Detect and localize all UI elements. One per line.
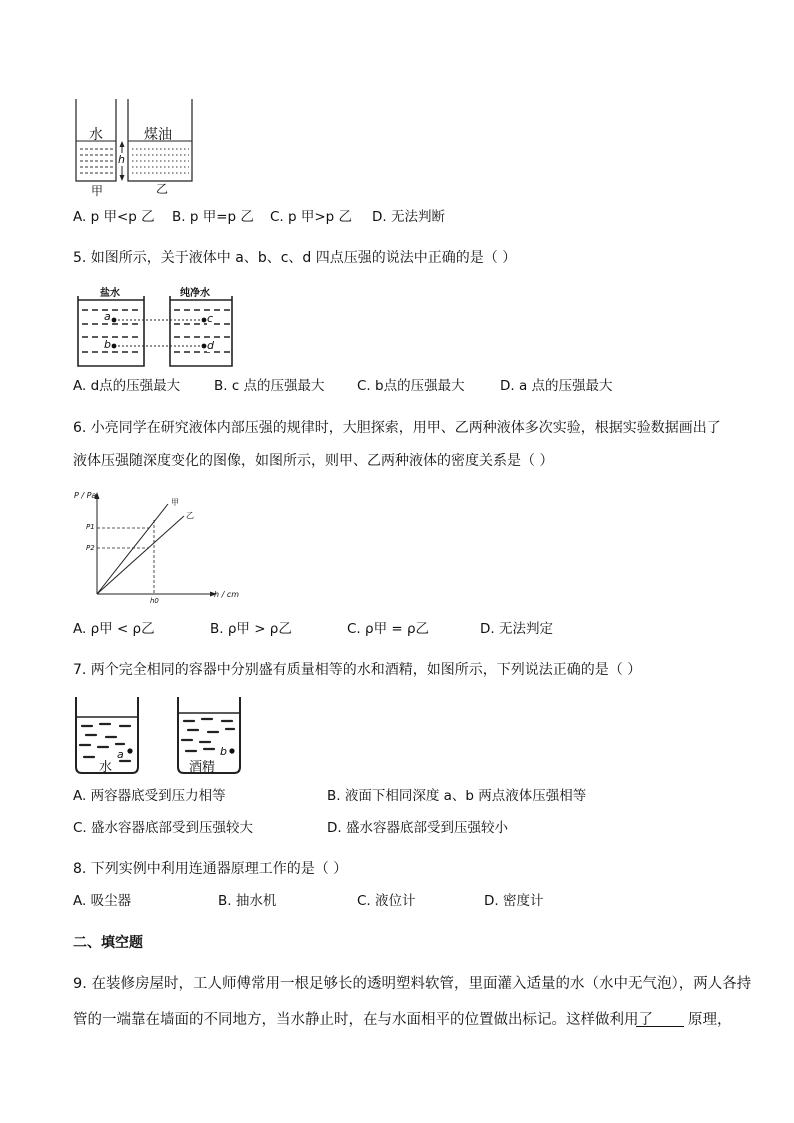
q7-option-b: B. 液面下相同深度 a、b 两点液体压强相等 <box>327 788 587 804</box>
q7-figure-point-b: b <box>220 745 227 758</box>
q5-option-d: D. a 点的压强最大 <box>500 378 613 394</box>
q5-figure-point-d: d <box>207 339 214 352</box>
q8-stem: 8. 下列实例中利用连通器原理工作的是（ ） <box>73 861 348 877</box>
q6-figure-line-yi: 乙 <box>186 511 194 520</box>
q7-stem: 7. 两个完全相同的容器中分别盛有质量相等的水和酒精，如图所示，下列说法正确的是（ ） <box>73 662 642 678</box>
q8-option-a: A. 吸尘器 <box>73 893 132 909</box>
q6-option-a: A. ρ甲 < ρ乙 <box>73 621 155 637</box>
q4-figure-label-kerosene: 煤油 <box>144 127 172 143</box>
q5-option-c: C. b点的压强最大 <box>357 378 465 394</box>
q6-figure-p2: P2 <box>86 544 95 552</box>
q4-option-d: D. 无法判断 <box>372 209 445 225</box>
q9-line2-suffix: 原理， <box>688 1012 732 1028</box>
q6-figure-ylabel: P / Pa <box>74 491 97 500</box>
q7-figure-label-water: 水 <box>99 760 113 775</box>
q7-figure-label-alcohol: 酒精 <box>189 760 216 775</box>
q4-option-c: C. p 甲>p 乙 <box>270 209 353 225</box>
q6-figure-xlabel: h / cm <box>214 590 240 599</box>
q4-option-b: B. p 甲=p 乙 <box>172 209 254 225</box>
q5-option-a: A. d点的压强最大 <box>73 378 181 394</box>
q5-figure-point-c: c <box>207 312 214 325</box>
q8-option-d: D. 密度计 <box>484 893 544 909</box>
q6-figure-p1: P1 <box>86 523 95 531</box>
q5-figure-point-a: a <box>104 310 111 323</box>
q9-line2-prefix: 管的一端靠在墙面的不同地方，当水静止时，在与水面相平的位置做出标记。这样做利用了 <box>73 1012 653 1028</box>
q6-stem-line1: 6. 小亮同学在研究液体内部压强的规律时，大胆探索，用甲、乙两种液体多次实验，根据实验数据画出了 <box>73 420 721 436</box>
q7-option-d: D. 盛水容器底部受到压强较小 <box>327 820 508 836</box>
section-heading-fill-in: 二、填空题 <box>73 935 143 951</box>
q6-option-b: B. ρ甲 > ρ乙 <box>210 621 292 637</box>
q6-option-c: C. ρ甲 = ρ乙 <box>347 621 430 637</box>
q6-figure-h0: h0 <box>150 597 159 605</box>
q7-option-a: A. 两容器底受到压力相等 <box>73 788 226 804</box>
q5-figure <box>70 282 242 370</box>
q8-option-b: B. 抽水机 <box>218 893 277 909</box>
q5-option-b: B. c 点的压强最大 <box>214 378 325 394</box>
q5-figure-label-pure-water: 纯净水 <box>180 288 210 299</box>
q7-option-c: C. 盛水容器底部受到压强较大 <box>73 820 254 836</box>
q9-answer-blank[interactable] <box>636 1025 684 1027</box>
q6-option-d: D. 无法判定 <box>480 621 553 637</box>
q5-figure-point-b: b <box>104 338 111 351</box>
q5-figure-label-salt-water: 盐水 <box>100 288 120 299</box>
q4-figure <box>70 97 200 197</box>
q4-figure-label-water: 水 <box>89 127 103 143</box>
q6-stem-line2: 液体压强随深度变化的图像，如图所示，则甲、乙两种液体的密度关系是（ ） <box>73 453 554 469</box>
q4-option-a: A. p 甲<p 乙 <box>73 209 155 225</box>
q6-figure-line-jia: 甲 <box>171 498 179 507</box>
q4-figure-label-h: h <box>118 153 125 166</box>
q8-option-c: C. 液位计 <box>357 893 416 909</box>
q5-stem: 5. 如图所示，关于液体中 a、b、c、d 四点压强的说法中正确的是（ ） <box>73 250 517 266</box>
q9-line1: 9. 在装修房屋时，工人师傅常用一根足够长的透明塑料软管，里面灌入适量的水（水中无气泡），两人各持 <box>73 976 752 992</box>
q7-figure-point-a: a <box>117 748 124 761</box>
q4-figure-caption-yi: 乙 <box>156 182 169 196</box>
q6-figure <box>70 490 250 606</box>
q7-figure <box>70 693 250 779</box>
q4-figure-caption-jia: 甲 <box>91 184 104 198</box>
